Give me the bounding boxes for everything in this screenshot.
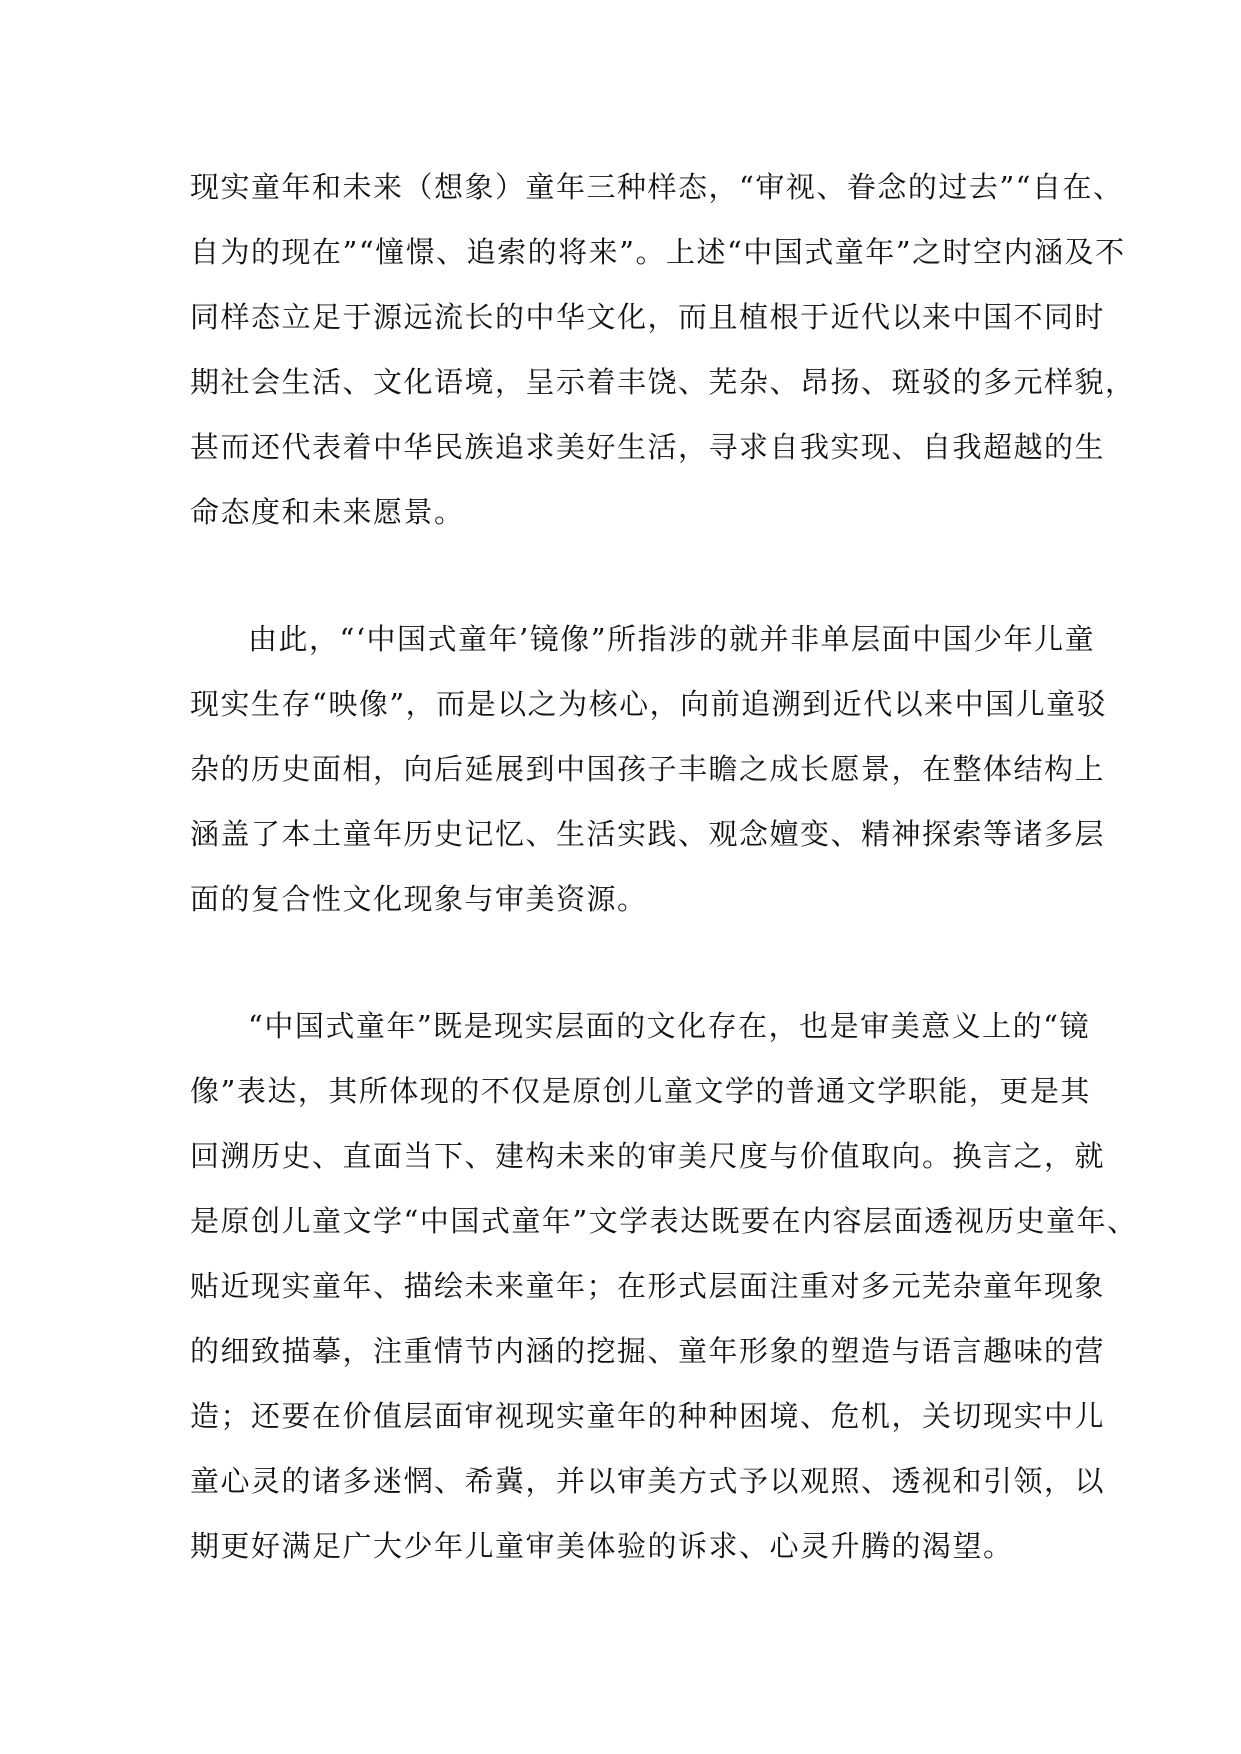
paragraph-3 — [190, 994, 1138, 1579]
text-line: 自为的现在”“憧憬、追索的将来”。上述“中国式童年”之时空内涵及不 — [190, 235, 1126, 269]
text-line: 童心灵的诸多迷惘、希冀，并以审美方式予以观照、透视和引领，以 — [190, 1464, 1106, 1498]
document-body — [190, 155, 1138, 1641]
text-line: 的细致描摹，注重情节内涵的挖掘、童年形象的塑造与语言趣味的营 — [190, 1334, 1106, 1368]
paragraph-1 — [190, 155, 1136, 545]
text-line: 由此，“‘中国式童年’镜像”所指涉的就并非单层面中国少年儿童 — [248, 622, 1096, 656]
text-line: 同样态立足于源远流长的中华文化，而且植根于近代以来中国不同时 — [190, 300, 1106, 334]
text-line: 期社会生活、文化语境，呈示着丰饶、芜杂、昂扬、斑驳的多元样貌， — [190, 365, 1136, 399]
text-line: 贴近现实童年、描绘未来童年；在形式层面注重对多元芜杂童年现象 — [190, 1269, 1106, 1303]
text-line: “中国式童年”既是现实层面的文化存在，也是审美意义上的“镜 — [248, 1009, 1090, 1043]
text-line: 杂的历史面相，向后延展到中国孩子丰瞻之成长愿景，在整体结构上 — [190, 752, 1106, 786]
text-line: 命态度和未来愿景。 — [190, 495, 465, 529]
text-line: 是原创儿童文学“中国式童年”文学表达既要在内容层面透视历史童年、 — [190, 1204, 1138, 1238]
text-line: 期更好满足广大少年儿童审美体验的诉求、心灵升腾的渴望。 — [190, 1529, 1014, 1563]
text-line: 现实生存“映像”，而是以之为核心，向前追溯到近代以来中国儿童驳 — [190, 687, 1108, 721]
text-line: 面的复合性文化现象与审美资源。 — [190, 882, 648, 916]
paragraph-2 — [190, 607, 1108, 932]
text-line: 现实童年和未来（想象）童年三种样态，“审视、眷念的过去”“自在、 — [190, 170, 1124, 204]
text-line: 造；还要在价值层面审视现实童年的种种困境、危机，关切现实中儿 — [190, 1399, 1106, 1433]
text-line: 像”表达，其所体现的不仅是原创儿童文学的普通文学职能，更是其 — [190, 1074, 1091, 1108]
text-line: 甚而还代表着中华民族追求美好生活，寻求自我实现、自我超越的生 — [190, 430, 1106, 464]
text-line: 涵盖了本土童年历史记忆、生活实践、观念嬗变、精神探索等诸多层 — [190, 817, 1106, 851]
text-line: 回溯历史、直面当下、建构未来的审美尺度与价值取向。换言之，就 — [190, 1139, 1106, 1173]
